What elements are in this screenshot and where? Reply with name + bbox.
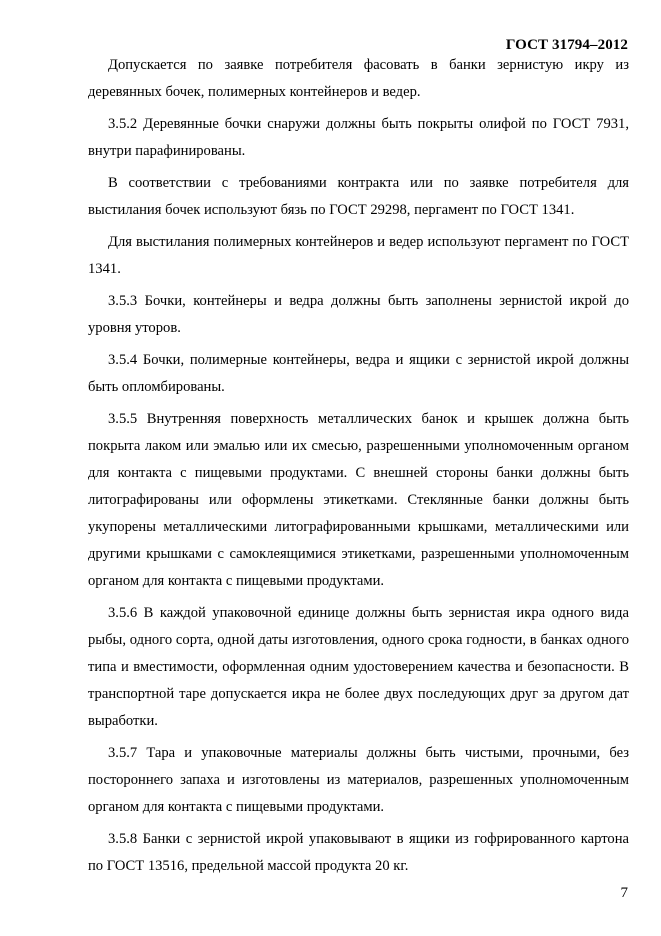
- paragraph-3-5-2: 3.5.2 Деревянные бочки снаружи должны быть покрыты олифой по ГОСТ 7931, внутри парафинированы.: [88, 116, 629, 159]
- document-header: ГОСТ 31794–2012: [505, 37, 628, 53]
- paragraph-3-5-7: 3.5.7 Тара и упаковочные материалы должны быть чистыми, прочными, без постороннего запаха и изготовлены из материалов, разрешенных уполномоченным органом для контакта с пищевыми продуктами.: [88, 745, 629, 815]
- paragraph-3-5-3: 3.5.3 Бочки, контейнеры и ведра должны быть заполнены зернистой икрой до уровня уторов.: [88, 293, 629, 336]
- paragraph-3-5-6: 3.5.6 В каждой упаковочной единице должны быть зернистая икра одного вида рыбы, одного сорта, одной даты изготовления, одного срока годности, в банках одного типа и вместимости, оформленная одним удостоверением качества и безопасности. В транспортной таре допускается икра не более двух последующих друг за другом дат выработки.: [88, 605, 629, 729]
- paragraph-3-5-5: 3.5.5 Внутренняя поверхность металлических банок и крышек должна быть покрыта лаком или эмалью или их смесью, разрешенными уполномоченным органом для контакта с пищевыми продуктами. С внешней стороны банки должны быть литографированы или оформлены этикетками. Стеклянные банки должны быть укупорены металлическими литографированными крышками, металлическими или другими крышками с самоклеящимися этикетками, разрешенными уполномоченным органом для контакта с пищевыми продуктами.: [88, 411, 629, 589]
- document-body: [88, 52, 629, 885]
- paragraph-3-5-8: 3.5.8 Банки с зернистой икрой упаковывают в ящики из гофрированного картона по ГОСТ 13516, предельной массой продукта 20 кг.: [88, 831, 629, 874]
- page-number: 7: [620, 885, 628, 901]
- paragraph-3-5-2-lining: В соответствии с требованиями контракта или по заявке потребителя для выстилания бочек используют бязь по ГОСТ 29298, пергамент по ГОСТ 1341.: [88, 175, 629, 218]
- paragraph-3-5-2-containers: Для выстилания полимерных контейнеров и ведер используют пергамент по ГОСТ 1341.: [88, 234, 629, 277]
- paragraph-3-5-4: 3.5.4 Бочки, полимерные контейнеры, ведра и ящики с зернистой икрой должны быть опломбированы.: [88, 352, 629, 395]
- paragraph-intro: Допускается по заявке потребителя фасовать в банки зернистую икру из деревянных бочек, полимерных контейнеров и ведер.: [88, 57, 629, 100]
